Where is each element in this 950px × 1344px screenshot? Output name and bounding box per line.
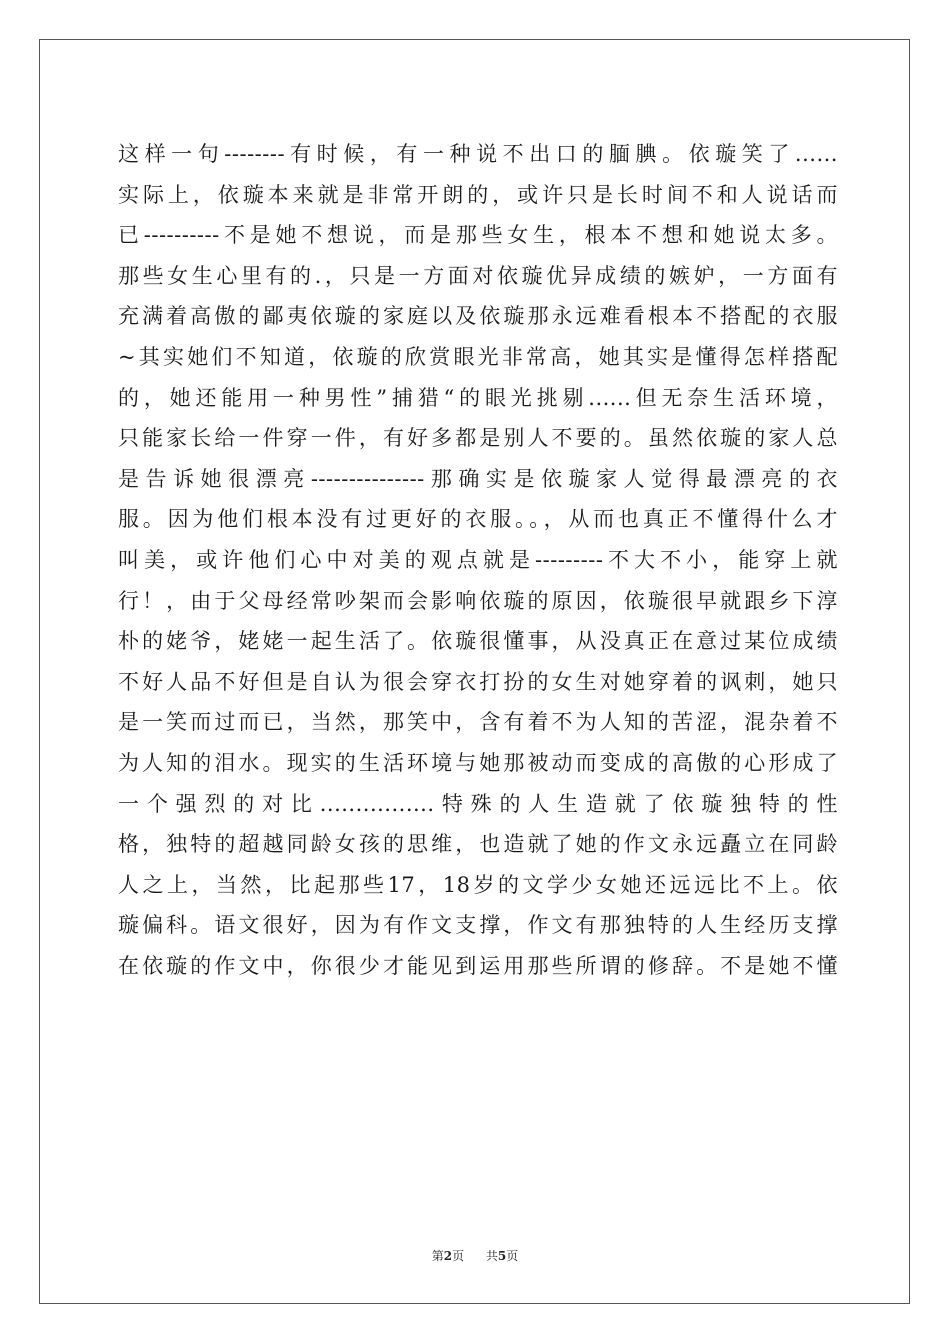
- text-line: 服。因为他们根本没有过更好的衣服。。，从而也真正不懂得什么才: [118, 507, 838, 532]
- page-number-label: [432, 1249, 468, 1263]
- text-line: 格，独特的超越同龄女孩的思维，也造就了她的作文永远矗立在同龄: [118, 832, 838, 857]
- current-page-number: 2: [443, 1249, 453, 1263]
- text-line: 充满着高傲的鄙夷依璇的家庭以及依璇那永远难看根本不搭配的衣服: [118, 304, 838, 329]
- text-line: 已----------不是她不想说，而是那些女生，根本不想和她说太多。: [118, 223, 838, 248]
- text-line: 是一笑而过而已，当然，那笑中，含有着不为人知的苦涩，混杂着不: [118, 710, 838, 735]
- text-line: 只能家长给一件穿一件，有好多都是别人不要的。虽然依璇的家人总: [118, 426, 838, 451]
- text-line: 不好人品不好但是自认为很会穿衣打扮的女生对她穿着的讽刺，她只: [118, 669, 838, 694]
- total-prefix: 共: [485, 1249, 498, 1263]
- text-line: 这样一句--------有时候，有一种说不出口的腼腆。依璇笑了......: [118, 142, 838, 166]
- page-total-label: [486, 1249, 518, 1263]
- body-text: [118, 134, 838, 986]
- total-page-number: 5: [497, 1249, 507, 1263]
- page-footer: [0, 1248, 950, 1264]
- text-line: 叫美，或许他们心中对美的观点就是---------不大不小，能穿上就: [118, 547, 838, 572]
- text-line: 朴的姥爷，姥姥一起生活了。依璇很懂事，从没真正在意过某位成绩: [118, 629, 838, 654]
- text-line: 一个强烈的对比................特殊的人生造就了依璇独特的性: [118, 791, 838, 816]
- text-line: 人之上，当然，比起那些17，18岁的文学少女她还远远比不上。依: [118, 872, 838, 897]
- text-line: 在依璇的作文中，你很少才能见到运用那些所谓的修辞。不是她不懂: [118, 953, 838, 978]
- page-suffix: 页: [452, 1249, 465, 1263]
- total-suffix: 页: [506, 1249, 519, 1263]
- text-line: 是告诉她很漂亮---------------那确实是依璇家人觉得最漂亮的衣: [118, 466, 838, 491]
- page-prefix: 第: [431, 1249, 444, 1263]
- text-line: 行！，由于父母经常吵架而会影响依璇的原因，依璇很早就跟乡下淳: [118, 588, 838, 613]
- text-line: ~其实她们不知道，依璇的欣赏眼光非常高，她其实是懂得怎样搭配: [118, 344, 838, 369]
- text-line: 那些女生心里有的.，只是一方面对依璇优异成绩的嫉妒，一方面有: [118, 263, 838, 288]
- text-line: 实际上，依璇本来就是非常开朗的，或许只是长时间不和人说话而: [118, 182, 838, 207]
- text-line: 的，她还能用一种男性”捕猎“的眼光挑剔......但无奈生活环境，: [118, 385, 838, 410]
- text-line: 为人知的泪水。现实的生活环境与她那被动而变成的高傲的心形成了: [118, 750, 838, 775]
- text-line: 璇偏科。语文很好，因为有作文支撑，作文有那独特的人生经历支撑: [118, 913, 838, 938]
